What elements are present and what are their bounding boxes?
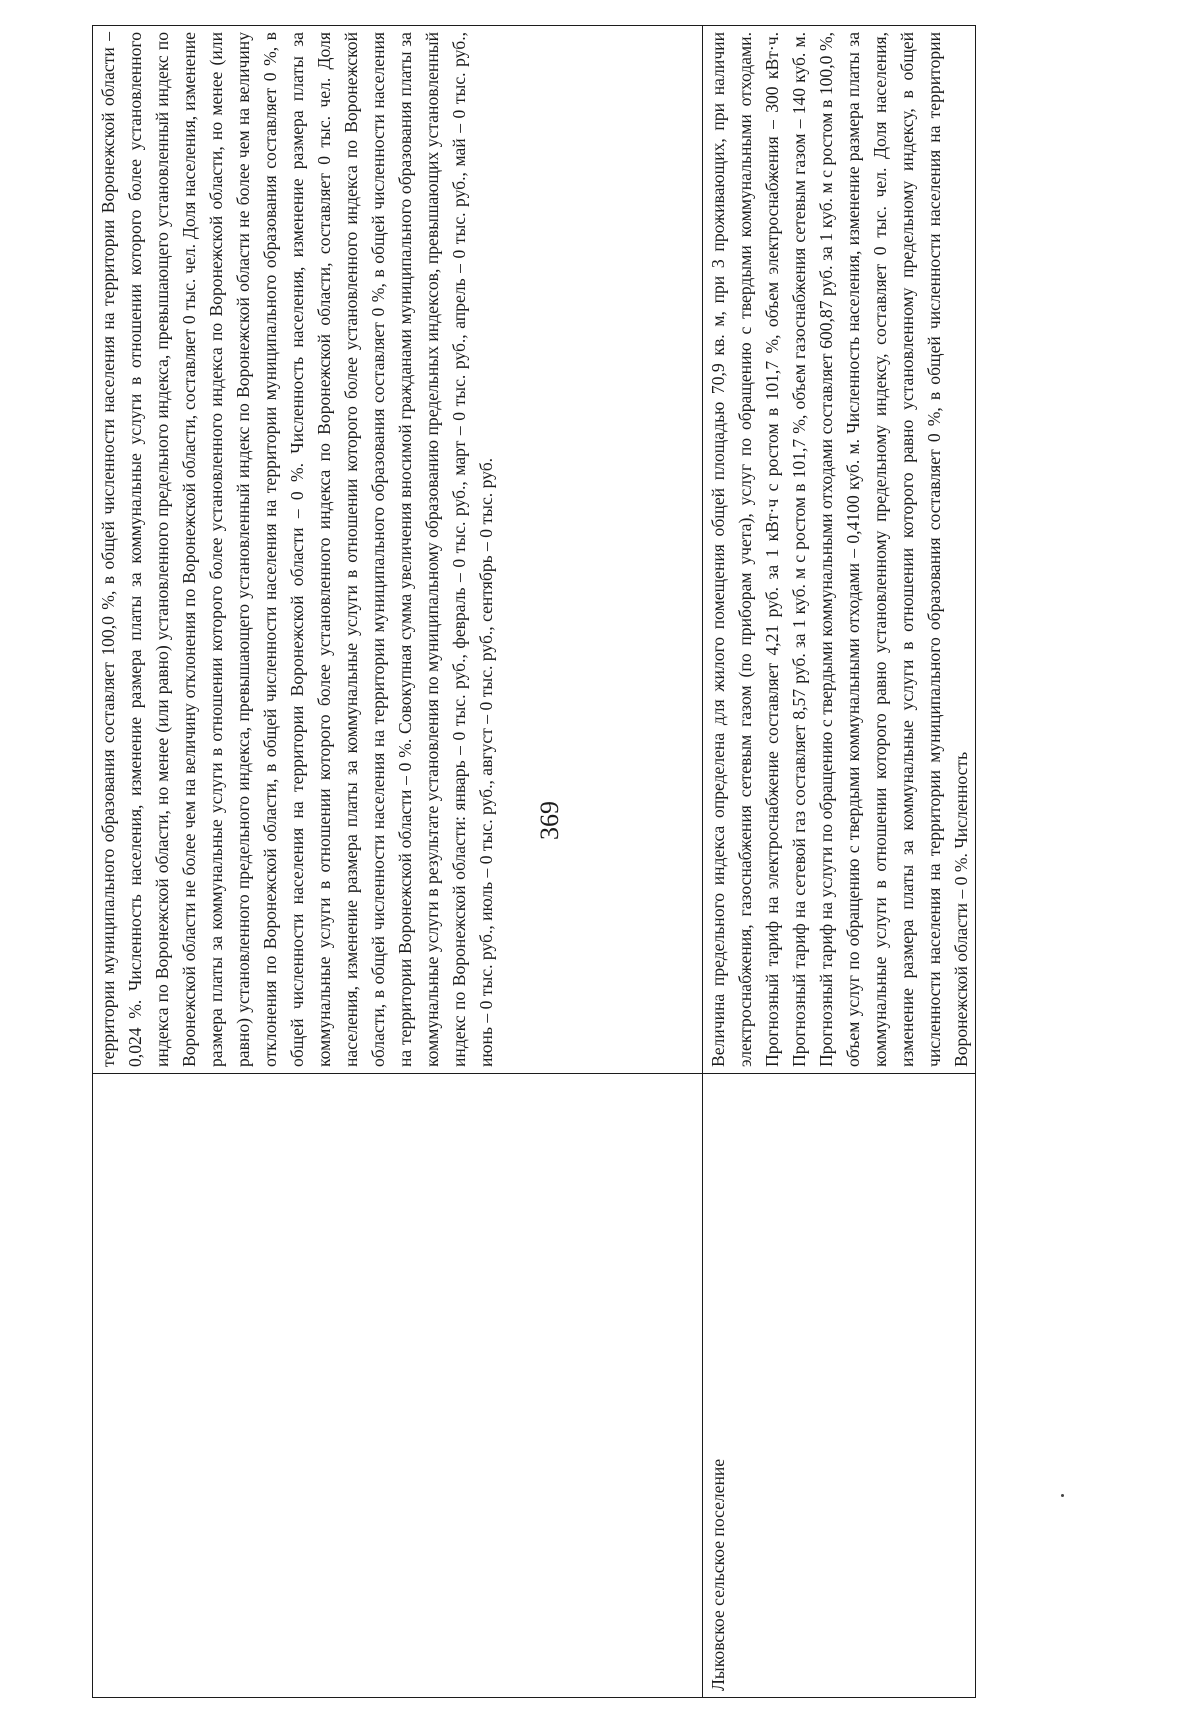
description-cell: Величина предельного индекса определена для жилого помещения общей площадью 70,9 кв. м, при 3 проживающих, при наличии электроснабжения, газоснабжения сетевым газом (по приборам учета), услуг по обращению с твердыми коммунальными отходами. Прогнозный тариф на электроснабжение составляет 4,21 руб. за 1 кВт·ч с ростом в 101,7 %, объем электроснабжения – 300 кВт·ч. Прогнозный тариф на сетевой газ составляет 8,57 руб. за 1 куб. м с ростом в 101,7 %, объем газоснабжения сетевым газом – 140 куб. м. Прогнозный тариф на услуги по обращению с твердыми коммунальными отходами составляет 600,87 руб. за 1 куб. м с ростом в 100,0 %, объем услуг по обращению с твердыми коммунальными отходами – 0,4100 куб. м. Численность населения, изменение размера платы за коммунальные услуги в отношении которого равно установленному предельному индексу, составляет 0 тыс. чел. Доля населения, изменение размера платы за коммунальные услуги в отношении которого равно установленному предельному индексу, в общей численности населения на территории муниципального образования составляет 0 %, в общей численности населения на территории Воронежской области – 0 %. Численность bbox=[703, 26, 976, 1074]
table-row bbox=[93, 26, 703, 1698]
description-cell: территории муниципального образования составляет 100,0 %, в общей численности населения на территории Воронежской области – 0,024 %. Численность населения, изменение размера платы за коммунальные услуги в отношении которого более установленного индекса по Воронежской области, но менее (или равно) установленного предельного индекса, превышающего установленный индекс по Воронежской области не более чем на величину отклонения по Воронежской области, составляет 0 тыс. чел. Доля населения, изменение размера платы за коммунальные услуги в отношении которого более установленного индекса по Воронежской области, но менее (или равно) установленного предельного индекса, превышающего установленный индекс по Воронежской области не более чем на величину отклонения по Воронежской области, в общей численности населения на территории муниципального образования составляет 0 %, в общей численности населения на территории Воронежской области – 0 %. Численность населения, изменение размера платы за коммунальные услуги в отношении которого более установленного индекса по Воронежской области, составляет 0 тыс. чел. Доля населения, изменение размера платы за коммунальные услуги в отношении которого более установленного индекса по Воронежской области, в общей численности населения на территории муниципального образования составляет 0 %, в общей численности населения на территории Воронежской области – 0 %. Совокупная сумма увеличения вносимой гражданами муниципального образования платы за коммунальные услуги в результате установления по муниципальному образованию предельных индексов, превышающих установленный индекс по Воронежской области: январь – 0 тыс. руб., февраль – 0 тыс. руб., март – 0 тыс. руб., апрель – 0 тыс. руб., май – 0 тыс. руб., июнь – 0 тыс. руб., июль – 0 тыс. руб., август – 0 тыс. руб., сентябрь – 0 тыс. руб. bbox=[93, 26, 703, 1074]
municipality-name-cell bbox=[93, 1074, 703, 1698]
rotated-page-content bbox=[92, 26, 971, 1698]
table-row bbox=[703, 26, 976, 1698]
municipality-name-cell: Лыковское сельское поселение bbox=[703, 1074, 976, 1698]
page-number: 369 bbox=[535, 801, 564, 840]
municipal-index-table bbox=[92, 25, 976, 1698]
scan-speck bbox=[1061, 1494, 1064, 1497]
